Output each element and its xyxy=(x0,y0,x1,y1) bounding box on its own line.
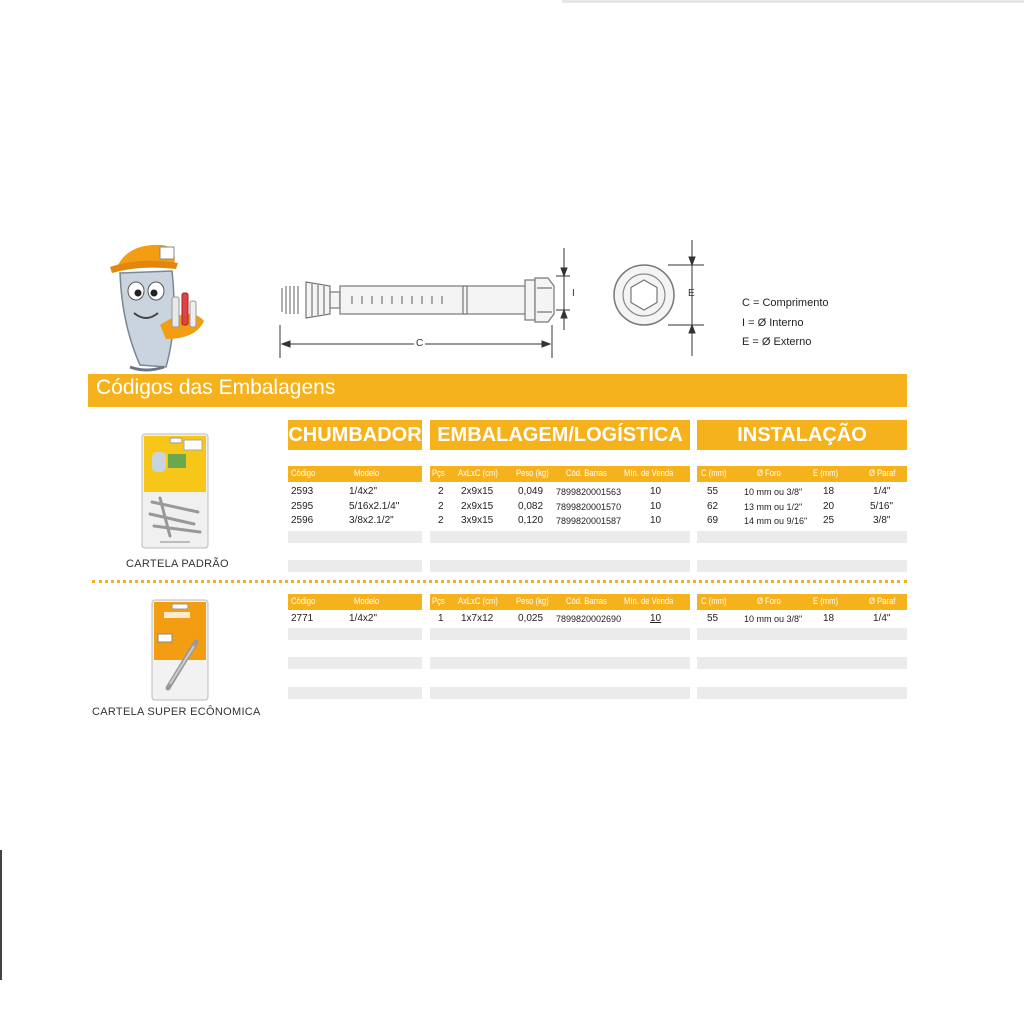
cell-modelo: 5/16x2.1/4" xyxy=(349,501,400,512)
empty-row xyxy=(697,628,907,640)
cell-modelo: 1/4x2" xyxy=(349,613,378,624)
cell-e: 18 xyxy=(823,486,835,497)
col-axlxc: AxLxC (cm) xyxy=(458,596,498,606)
cell-min: 10 xyxy=(650,613,662,624)
cell-pcs: 2 xyxy=(438,515,444,526)
legend-comprimento: C = Comprimento xyxy=(742,297,829,309)
dimension-legend xyxy=(742,294,829,353)
caption-cartela-super-economica: CARTELA SUPER ECÔNOMICA xyxy=(92,706,261,718)
colhead-instalacao-1 xyxy=(697,466,907,482)
col-modelo: Modelo xyxy=(354,468,380,478)
cell-min: 10 xyxy=(650,486,662,497)
col-min: Mín. de Venda xyxy=(624,468,674,478)
cell-foro: 13 mm ou 1/2" xyxy=(744,502,803,512)
header-embalagem: EMBALAGEM/LOGÍSTICA xyxy=(430,420,690,450)
cell-paraf: 1/4" xyxy=(873,486,891,497)
cell-e: 18 xyxy=(823,613,835,624)
col-c: C (mm) xyxy=(701,596,727,606)
col-pcs: Pçs xyxy=(432,596,445,606)
empty-row xyxy=(697,531,907,543)
empty-row xyxy=(288,657,422,669)
empty-row xyxy=(430,687,690,699)
col-c: C (mm) xyxy=(701,468,727,478)
e-dimension-label: E xyxy=(688,288,695,299)
col-paraf: Ø Paraf xyxy=(869,596,896,606)
cell-codigo: 2593 xyxy=(291,486,314,497)
cell-modelo: 3/8x2.1/2" xyxy=(349,515,394,526)
cell-c: 55 xyxy=(707,486,719,497)
cell-axlxc: 2x9x15 xyxy=(461,486,494,497)
caption-cartela-padrao: CARTELA PADRÃO xyxy=(126,558,229,570)
col-foro: Ø Foro xyxy=(757,596,781,606)
empty-row xyxy=(430,531,690,543)
cell-pcs: 2 xyxy=(438,486,444,497)
col-peso: Peso (kg) xyxy=(516,596,549,606)
empty-row xyxy=(288,560,422,572)
cell-pcs: 1 xyxy=(438,613,444,624)
cell-foro: 10 mm ou 3/8" xyxy=(744,487,803,497)
cell-paraf: 1/4" xyxy=(873,613,891,624)
i-dimension-label: I xyxy=(572,288,575,299)
c-dimension-label: C xyxy=(416,338,424,349)
empty-row xyxy=(697,687,907,699)
cell-e: 25 xyxy=(823,515,835,526)
banner-title: Códigos das Embalagens xyxy=(96,376,336,399)
col-codigo: Código xyxy=(291,468,316,478)
colhead-embalagem-2 xyxy=(430,594,690,610)
cell-barras: 7899820001587 xyxy=(556,516,622,526)
cell-codigo: 2595 xyxy=(291,501,314,512)
left-edge-line xyxy=(0,850,2,980)
cell-codigo: 2771 xyxy=(291,613,314,624)
empty-row xyxy=(697,560,907,572)
col-codigo: Código xyxy=(291,596,316,606)
cell-c: 55 xyxy=(707,613,719,624)
col-e: E (mm) xyxy=(813,596,839,606)
header-chumbador: CHUMBADOR xyxy=(288,420,422,450)
cell-c: 62 xyxy=(707,501,719,512)
group-divider xyxy=(92,580,907,583)
empty-row xyxy=(430,560,690,572)
col-paraf: Ø Paraf xyxy=(869,468,896,478)
colhead-embalagem-1 xyxy=(430,466,690,482)
cell-foro: 10 mm ou 3/8" xyxy=(744,614,803,624)
cell-barras: 7899820001563 xyxy=(556,487,622,497)
cell-e: 20 xyxy=(823,501,835,512)
colhead-chumbador-2 xyxy=(288,594,422,610)
cell-axlxc: 1x7x12 xyxy=(461,613,494,624)
cell-foro: 14 mm ou 9/16" xyxy=(744,516,808,526)
col-pcs: Pçs xyxy=(432,468,445,478)
cell-c: 69 xyxy=(707,515,719,526)
cell-paraf: 5/16" xyxy=(870,501,894,512)
hex-head-diagram xyxy=(598,240,718,360)
col-peso: Peso (kg) xyxy=(516,468,549,478)
col-modelo: Modelo xyxy=(354,596,380,606)
cell-pcs: 2 xyxy=(438,501,444,512)
package-image xyxy=(150,598,210,702)
cell-peso: 0,120 xyxy=(518,515,544,526)
mascot-illustration xyxy=(100,235,220,375)
legend-interno: I = Ø Interno xyxy=(742,316,804,329)
cell-min: 10 xyxy=(650,515,662,526)
empty-row xyxy=(430,628,690,640)
cell-paraf: 3/8" xyxy=(873,515,891,526)
cell-barras: 7899820001570 xyxy=(556,502,622,512)
col-axlxc: AxLxC (cm) xyxy=(458,468,498,478)
top-divider xyxy=(562,0,1024,3)
cell-peso: 0,025 xyxy=(518,613,544,624)
col-barras: Cód. Barras xyxy=(566,596,607,606)
colhead-chumbador-1 xyxy=(288,466,422,482)
col-barras: Cód. Barras xyxy=(566,468,607,478)
colhead-instalacao-2 xyxy=(697,594,907,610)
col-e: E (mm) xyxy=(813,468,839,478)
empty-row xyxy=(288,687,422,699)
cell-codigo: 2596 xyxy=(291,515,314,526)
cell-min: 10 xyxy=(650,501,662,512)
col-foro: Ø Foro xyxy=(757,468,781,478)
cell-peso: 0,049 xyxy=(518,486,544,497)
cell-modelo: 1/4x2" xyxy=(349,486,378,497)
cell-barras: 7899820002690 xyxy=(556,614,622,624)
empty-row xyxy=(430,657,690,669)
cell-axlxc: 3x9x15 xyxy=(461,515,494,526)
empty-row xyxy=(288,531,422,543)
col-min: Mín. de Venda xyxy=(624,596,674,606)
empty-row xyxy=(697,657,907,669)
legend-externo: E = Ø Externo xyxy=(742,336,812,348)
cell-peso: 0,082 xyxy=(518,501,544,512)
empty-row xyxy=(288,628,422,640)
package-image xyxy=(140,432,210,550)
cell-axlxc: 2x9x15 xyxy=(461,501,494,512)
header-instalacao: INSTALAÇÃO xyxy=(697,420,907,450)
